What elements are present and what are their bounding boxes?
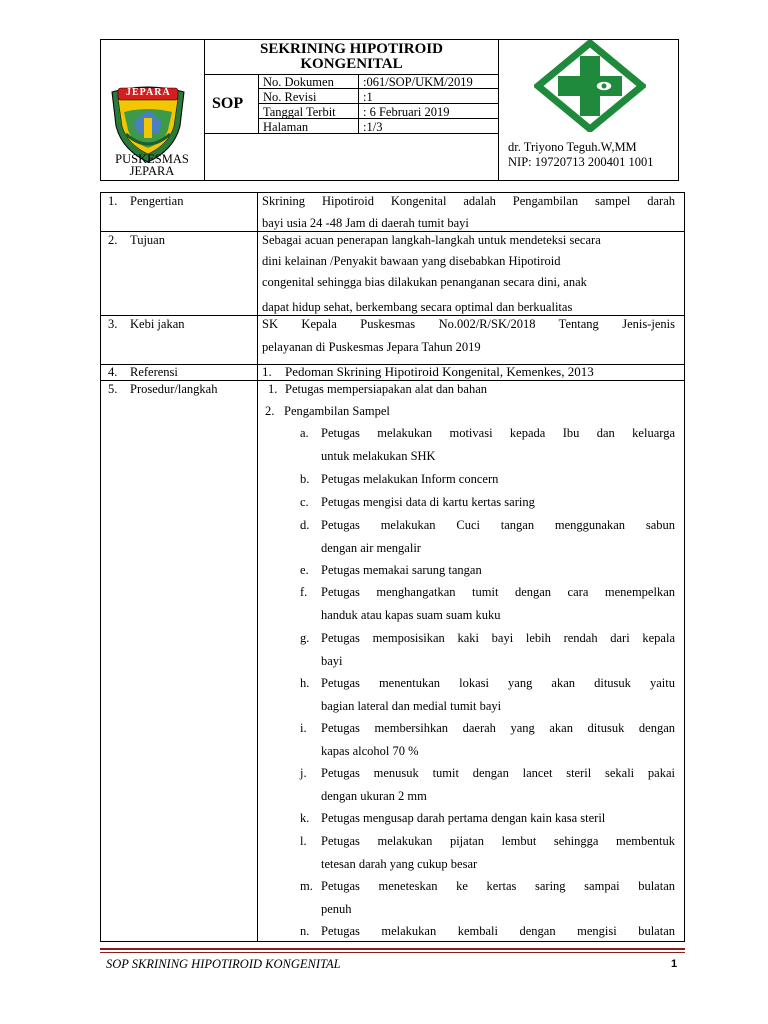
row-text-line: Sebagai acuan penerapan langkah-langkah untuk mendeteksi secara: [262, 233, 601, 247]
sop-label: SOP: [212, 95, 244, 112]
list-item: e. Petugas memakai sarung tangan: [300, 563, 482, 577]
reference-text: Pedoman Skrining Hipotiroid Kongenital, Kemenkes, 2013: [285, 364, 594, 379]
row-label: Kebi jakan: [130, 317, 185, 331]
meta-value-halaman: :1/3: [363, 120, 383, 134]
list-item: i. Petugas membersihkan daerah yang akan ditusuk dengan kapas alcohol 70 %: [300, 721, 675, 758]
row-text-line: congenital sehingga bias dilakukan penanganan secara dini, anak: [262, 275, 587, 289]
signatory-block: [508, 140, 654, 170]
list-item: j. Petugas menusuk tumit dengan lancet steril sekali pakai dengan ukuran 2 mm: [300, 766, 675, 803]
meta-label-no-dokumen: No. Dokumen: [263, 75, 334, 89]
meta-label-tanggal-terbit: Tanggal Terbit: [263, 105, 336, 119]
row-text-line: Skrining Hipotiroid Kongenital adalah Pengambilan sampel darah: [262, 194, 675, 208]
row-number: 2.: [108, 233, 118, 247]
row-text-line: bayi usia 24 -48 Jam di daerah tumit bayi: [262, 216, 469, 230]
row-text-line: dini kelainan /Penyakit bawaan yang disebabkan Hipotiroid: [262, 254, 561, 268]
step-number: 2.: [265, 404, 275, 418]
list-item: a. Petugas melakukan motivasi kepada Ibu dan keluarga untuk melakukan SHK: [300, 426, 675, 463]
list-item: k. Petugas mengusap darah pertama dengan kain kasa steril: [300, 811, 606, 825]
document-title: SEKRINING HIPOTIROID KONGENITAL: [260, 41, 443, 72]
step-text: Pengambilan Sampel: [284, 404, 390, 418]
signatory-nip: NIP: 19720713 200401 1001: [508, 155, 654, 169]
list-item: g. Petugas memposisikan kaki bayi lebih rendah dari kepala bayi: [300, 631, 675, 668]
footer-page-number: 1: [671, 958, 678, 970]
row-number: 4.: [108, 365, 118, 379]
meta-label-no-revisi: No. Revisi: [263, 90, 317, 104]
list-item: f. Petugas menghangatkan tumit dengan cara menempelkan handuk atau kapas suam suam kuku: [300, 585, 675, 622]
row-label: Referensi: [130, 365, 178, 379]
row-number: 1.: [108, 194, 118, 208]
row-number: 3.: [108, 317, 118, 331]
logo-caption: PUSKESMAS JEPARA: [115, 152, 189, 178]
row-text-line: pelayanan di Puskesmas Jepara Tahun 2019: [262, 340, 481, 354]
row-number: 5.: [108, 382, 118, 396]
step-number: 1.: [268, 382, 278, 396]
logo-banner-text: JEPARA: [126, 87, 171, 98]
footer-doc-title: SOP SKRINING HIPOTIROID KONGENITAL: [106, 957, 341, 971]
puskesmas-logo: [534, 40, 646, 132]
row-label: Tujuan: [130, 233, 165, 247]
list-item: c. Petugas mengisi data di kartu kertas saring: [300, 495, 535, 509]
row-text-line: dapat hidup sehat, berkembang secara optimal dan berkualitas: [262, 300, 573, 314]
list-item: l. Petugas melakukan pijatan lembut sehingga membentuk tetesan darah yang cukup besar: [300, 834, 675, 871]
row-text-line: SK Kepala Puskesmas No.002/R/SK/2018 Tentang Jenis-jenis: [262, 317, 675, 331]
row-label: Prosedur/langkah: [130, 382, 218, 396]
footer-rule-thin: [100, 952, 685, 953]
footer-rule: [100, 948, 685, 950]
reference-number: 1.: [262, 364, 272, 379]
row-label: Pengertian: [130, 194, 184, 208]
list-item: b. Petugas melakukan Inform concern: [300, 472, 499, 486]
meta-value-no-dokumen: :061/SOP/UKM/2019: [363, 75, 473, 89]
list-item: m. Petugas meneteskan ke kertas saring sampai bulatan penuh: [300, 879, 675, 916]
list-item: d. Petugas melakukan Cuci tangan menggunakan sabun dengan air mengalir: [300, 518, 675, 555]
meta-value-tanggal-terbit: : 6 Februari 2019: [363, 105, 450, 119]
list-item: n. Petugas melakukan kembali dengan mengisi bulatan: [300, 924, 675, 938]
list-item: h. Petugas menentukan lokasi yang akan ditusuk yaitu bagian lateral dan medial tumit bayi: [300, 676, 675, 713]
meta-value-no-revisi: :1: [363, 90, 373, 104]
meta-label-halaman: Halaman: [263, 120, 309, 134]
step-text: Petugas mempersiapakan alat dan bahan: [285, 382, 488, 396]
signatory-name: dr. Triyono Teguh.W,MM: [508, 140, 637, 154]
